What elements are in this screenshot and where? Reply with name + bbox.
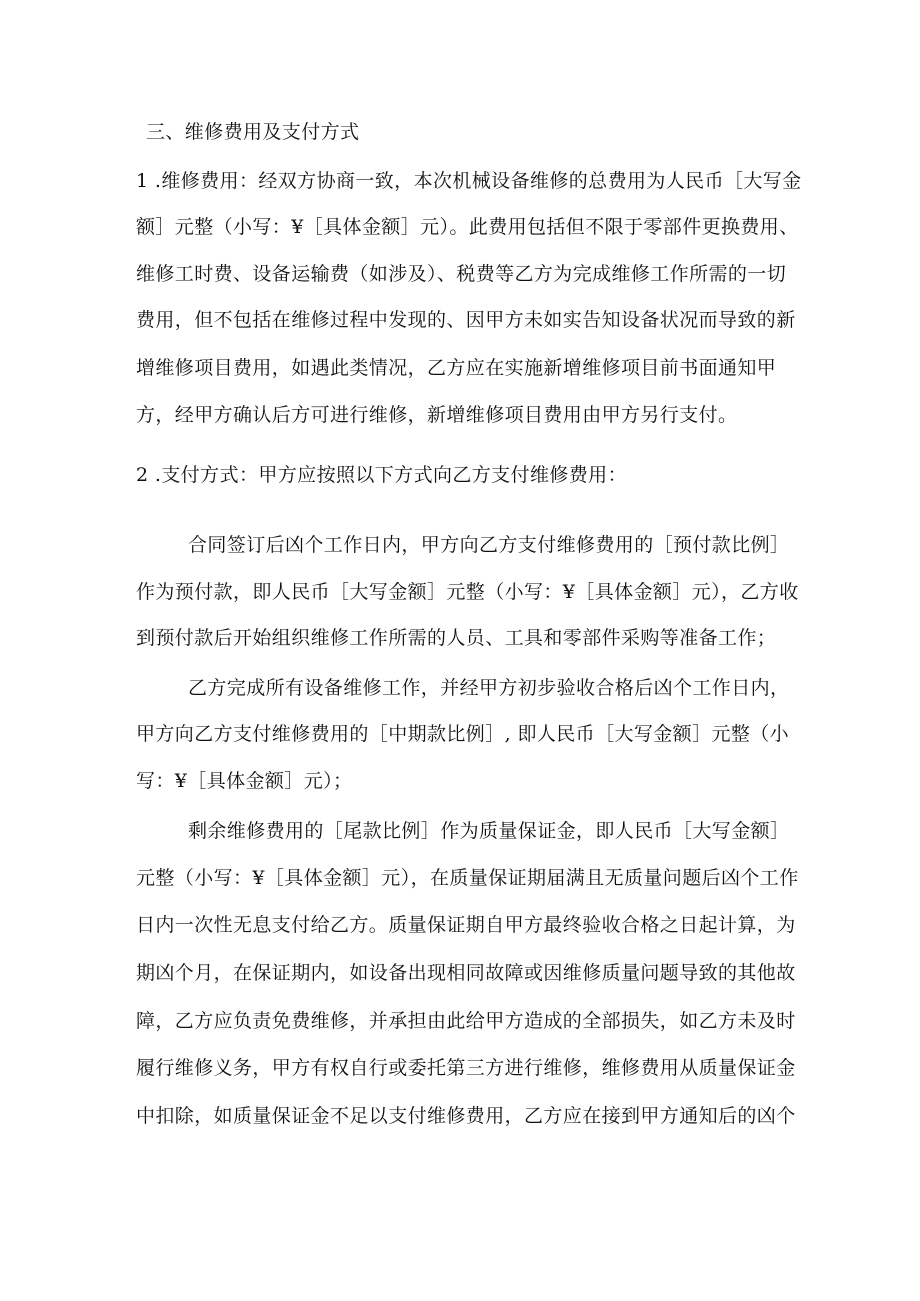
clause-1-line: 费用，但不包括在维修过程中发现的、因甲方未如实告知设备状况而导致的新 (136, 309, 796, 331)
clause-1-line: 增维修项目费用，如遇此类情况，乙方应在实施新增维修项目前书面通知甲 (136, 357, 777, 379)
advance-line: 到预付款后开始组织维修工作所需的人员、工具和零部件采购等准备工作； (136, 627, 777, 649)
final-line: 履行维修义务，甲方有权自行或委托第三方进行维修，维修费用从质量保证金 (136, 1057, 796, 1079)
final-line: 日内一次性无息支付给乙方。质量保证期自甲方最终验收合格之日起计算，为 (136, 914, 796, 936)
clause-2-line: 2 .支付方式：甲方应按照以下方式向乙方支付维修费用： (136, 464, 627, 486)
section-heading: 三、维修费用及支付方式 (146, 121, 360, 143)
clause-1-line: 维修工时费、设备运输费（如涉及）、税费等乙方为完成维修工作所需的一切 (136, 263, 787, 285)
advance-line: 合同签订后凶个工作日内，甲方向乙方支付维修费用的［预付款比例］ (188, 534, 790, 556)
advance-line: 作为预付款，即人民币［大写金额］元整（小写：¥［具体金额］元），乙方收 (136, 581, 799, 603)
clause-1-line: 额］元整（小写：¥［具体金额］元）。此费用包括但不限于零部件更换费用、 (136, 216, 799, 238)
final-line: 剩余维修费用的［尾款比例］作为质量保证金，即人民币［大写金额］ (188, 820, 790, 842)
clause-1-line: 方，经甲方确认后方可进行维修，新增维修项目费用由甲方另行支付。 (136, 404, 738, 426)
interim-line: 写：¥［具体金额］元）； (136, 770, 353, 792)
final-line: 元整（小写：¥［具体金额］元），在质量保证期届满且无质量问题后凶个工作 (136, 867, 799, 889)
clause-1-line: 1 .维修费用：经双方协商一致，本次机械设备维修的总费用为人民币［大写金 (136, 170, 802, 192)
final-line: 中扣除，如质量保证金不足以支付维修费用，乙方应在接到甲方通知后的凶个 (136, 1105, 796, 1127)
interim-line: 甲方向乙方支付维修费用的［中期款比例］, 即人民币［大写金额］元整（小 (136, 723, 790, 745)
interim-line: 乙方完成所有设备维修工作，并经甲方初步验收合格后凶个工作日内， (188, 677, 790, 699)
final-line: 期凶个月，在保证期内，如设备出现相同故障或因维修质量问题导致的其他故 (136, 962, 796, 984)
final-line: 障，乙方应负责免费维修，并承担由此给甲方造成的全部损失，如乙方未及时 (136, 1010, 796, 1032)
